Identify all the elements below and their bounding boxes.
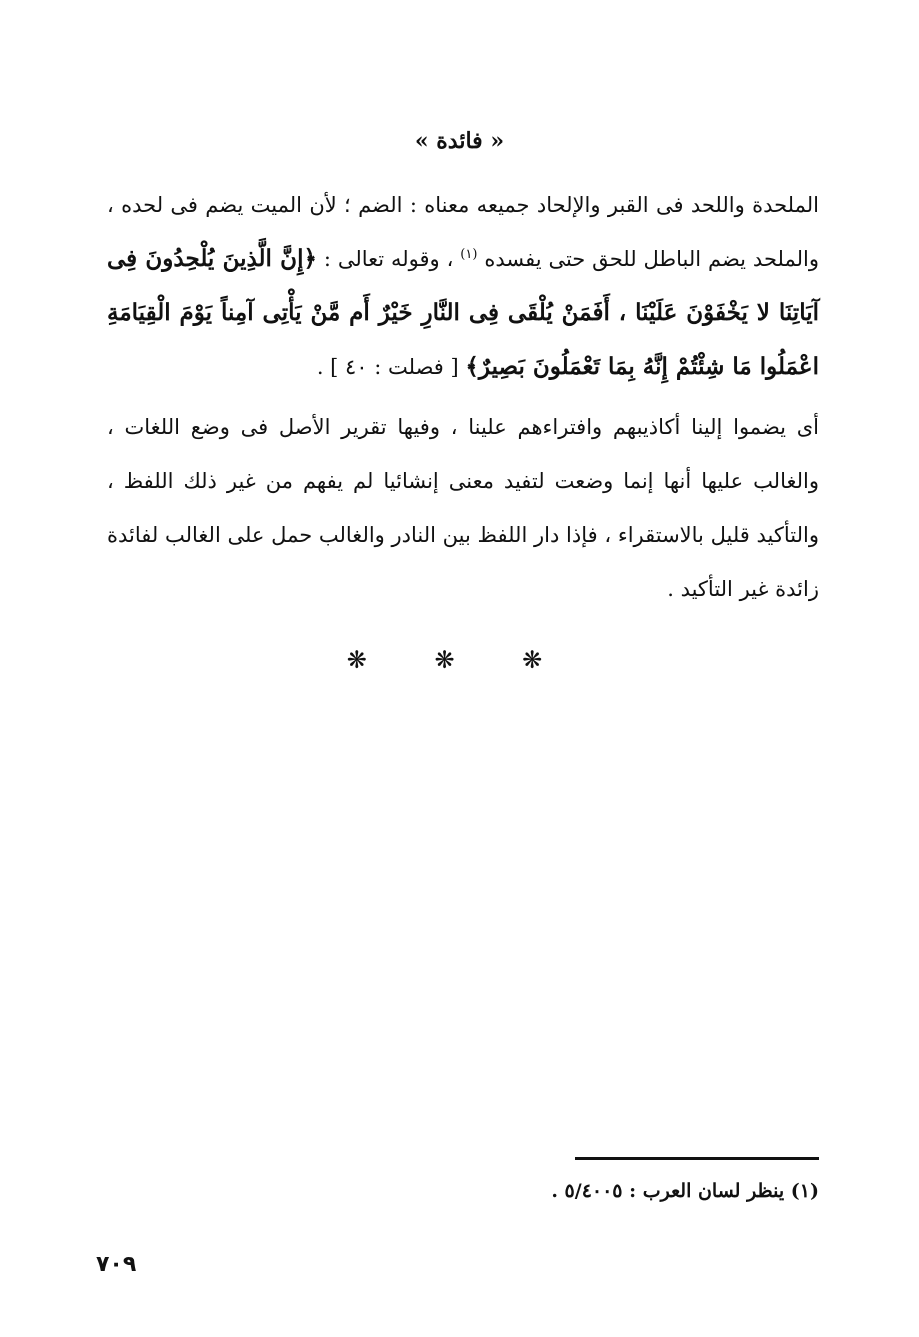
page-number: ٧٠٩ (96, 1252, 137, 1277)
footnote: (١) ينظر لسان العرب : ٥/٤٠٠٥ . (551, 1180, 819, 1202)
paragraph-1 (107, 178, 819, 394)
section-heading: « فائدة » (414, 128, 505, 154)
paragraph-1-continuation: ، وقوله تعالى : (323, 247, 454, 271)
footnote-reference: (١) (460, 247, 478, 262)
verse-citation: [ فصلت : ٤٠ ] . (316, 355, 459, 379)
paragraph-2: أى يضموا إلينا أكاذيبهم وافتراءهم علينا ، وفيها تقرير الأصل فى وضع اللغات ، والغالب عليها أنها إنما وضعت لتفيد معنى إنشائيا لم يفهم من غير ذلك اللفظ ، والتأكيد قليل بالاستقراء ، فإذا دار اللفظ بين النادر والغالب حمل على الغالب لفائدة زائدة غير التأكيد . (107, 415, 819, 601)
quran-verse: ﴿إِنَّ الَّذِينَ يُلْحِدُونَ فِى آيَاتِنَا لا يَخْفَوْنَ عَلَيْنَا ، أَفَمَنْ يُلْقَى فِى النَّارِ خَيْرٌ أَم مَّنْ يَأْتِى آمِناً يَوْمَ الْقِيَامَةِ اعْمَلُوا مَا شِئْتُمْ إِنَّهُ بِمَا تَعْمَلُونَ بَصِيرٌ﴾ (107, 245, 819, 380)
paragraph-1-text: الملحدة واللحد فى القبر والإلحاد جميعه معناه : الضم ؛ لأن الميت يضم فى لحده ، والملحد يضم الباطل للحق حتى يفسده (107, 193, 819, 271)
section-separator: ❋ ❋ ❋ (346, 646, 573, 674)
footnote-divider (575, 1157, 819, 1160)
